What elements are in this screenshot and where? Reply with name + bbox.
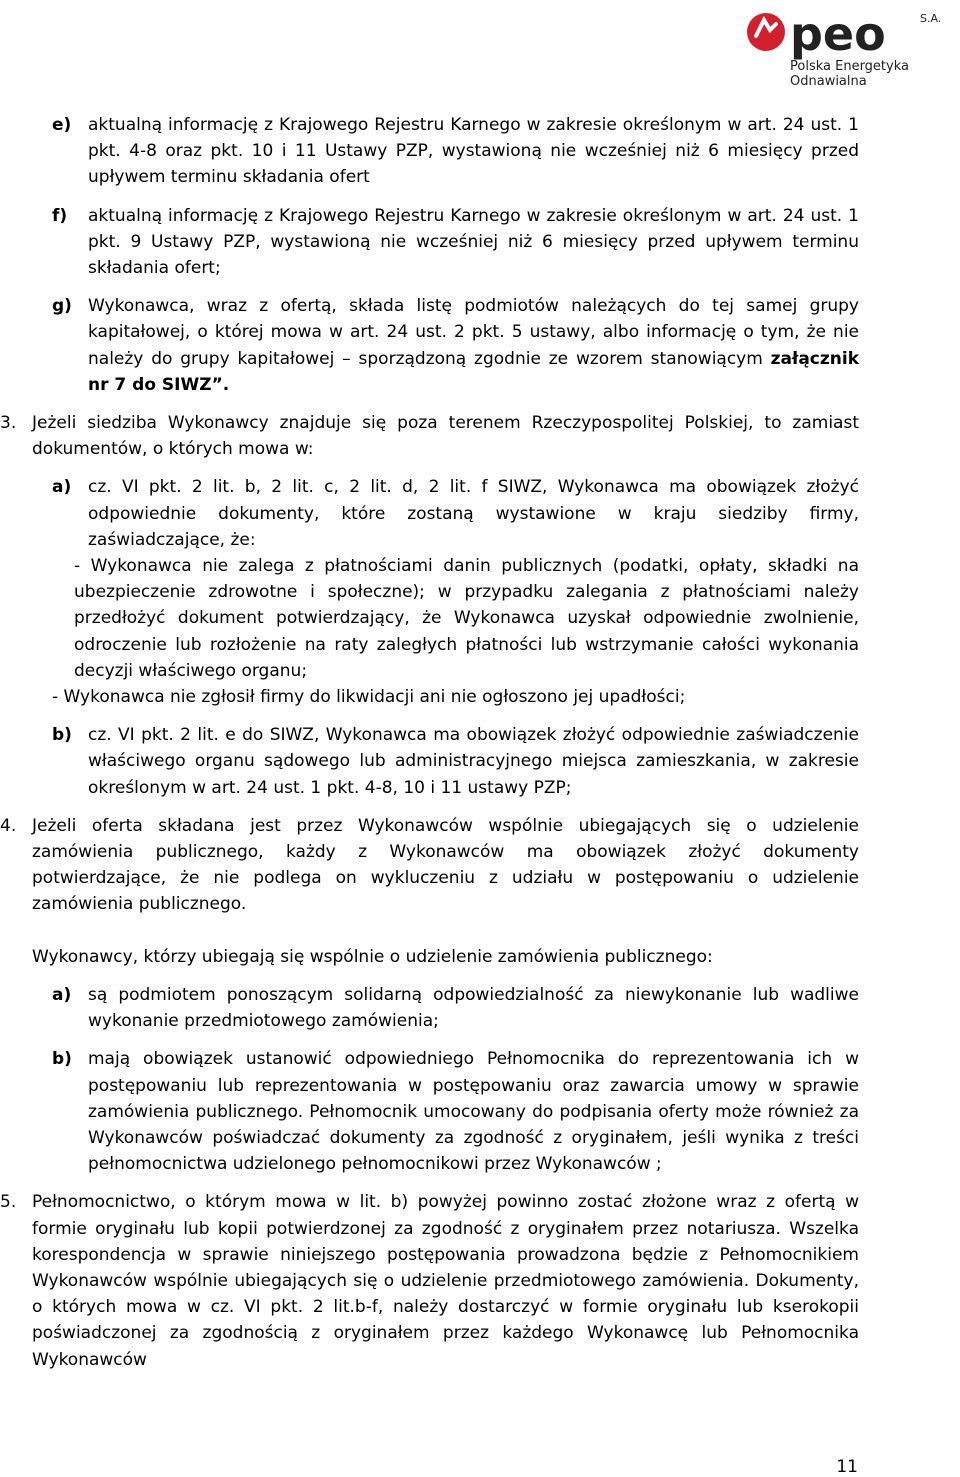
document-body — [0, 112, 859, 1373]
section-3-dash-1: - Wykonawca nie zalega z płatnościami danin publicznych (podatki, opłaty, składki na ubezpieczenie zdrowotne i społeczne); w przypadku zalegania z płatnościami należy przedłożyć dokument potwierdzający, że Wykonawca uzyskał odpowiednie zwolnienie, odroczenie lub rozłożenie na raty zaległych płatności lub wstrzymanie całości wykonania decyzji właściwego organu; — [74, 556, 859, 681]
section-4-intro: Wykonawcy, którzy ubiegają się wspólnie o udzielenie zamówienia publicznego: — [32, 946, 713, 967]
section-3-num: 3. — [0, 413, 17, 434]
item-e-text: aktualną informację z Krajowego Rejestru Karnego w zakresie określonym w art. 24 ust. 1 pkt. 4-8 oraz pkt. 10 i 11 Ustawy PZP, wystawioną nie wcześniej niż 6 miesięcy przed upływem terminu składania ofert — [88, 115, 859, 188]
section-4-b-label: b) — [52, 1049, 72, 1070]
item-f-text: aktualną informację z Krajowego Rejestru Karnego w zakresie określonym w art. 24 ust. 1 pkt. 9 Ustawy PZP, wystawioną nie wcześniej niż 6 miesięcy przed upływem terminu składania ofert; — [88, 205, 859, 279]
section-4-a-text: są podmiotem ponoszącym solidarną odpowiedzialność za niewykonanie lub wadliwe wykonanie przedmiotowego zamówienia; — [88, 984, 859, 1032]
logo-brand: peo — [790, 7, 886, 61]
section-3-a — [32, 474, 859, 553]
item-e — [32, 112, 859, 191]
section-4-text: Jeżeli oferta składana jest przez Wykonawców wspólnie ubiegających się o udzielenie zamówienia publicznego, każdy z Wykonawców ma obowiązek złożyć dokumenty potwierdzające, że nie podlega on wykluczeniu z udziału w postępowaniu o udzielenie zamówienia publicznego. — [32, 815, 859, 915]
section-3-b-label: b) — [52, 725, 72, 746]
section-3-a-label: a) — [52, 477, 72, 498]
section-4-a — [32, 982, 859, 1034]
section-3 — [0, 410, 859, 462]
item-g-label: g) — [52, 296, 72, 317]
section-4-b-text: mają obowiązek ustanowić odpowiedniego Pełnomocnika do reprezentowania ich w postępowaniu lub reprezentowania w postępowaniu oraz zawarcia umowy w sprawie zamówienia publicznego. Pełnomocnik umocowany do podpisania oferty może również za Wykonawców poświadczać dokumenty za zgodność z oryginałem, jeśli wynika z treści pełnomocnictwa udzielonego pełnomocnikowi przez Wykonawców ; — [88, 1049, 859, 1175]
section-4-num: 4. — [0, 815, 17, 836]
section-4 — [0, 813, 859, 918]
logo-line1: Polska Energetyka — [790, 59, 909, 74]
item-e-label: e) — [52, 115, 72, 135]
logo-line2: Odnawialna — [790, 74, 867, 89]
section-3-b — [32, 722, 859, 801]
item-g — [32, 293, 859, 398]
logo-emblem-icon — [747, 13, 785, 51]
page-number: 11 — [836, 1457, 858, 1477]
section-4-b — [32, 1046, 859, 1177]
section-3-dash-2: - Wykonawca nie zgłosił firmy do likwidacji ani nie ogłoszono jej upadłości; — [52, 687, 686, 708]
section-5-num: 5. — [0, 1192, 17, 1213]
item-f — [32, 203, 859, 282]
section-5 — [0, 1189, 859, 1372]
section-3-text: Jeżeli siedziba Wykonawcy znajduje się poza terenem Rzeczypospolitej Polskiej, to zamiast dokumentów, o których mowa w: — [32, 413, 859, 460]
item-f-label: f) — [52, 205, 68, 226]
item-g-text: Wykonawca, wraz z ofertą, składa listę podmiotów należących do tej samej grupy kapitałowej, o której mowa w art. 24 ust. 2 pkt. 5 ustawy, albo informację o tym, że nie należy do grupy kapitałowej – sporządzoną zgodnie ze wzorem stanowiącym — [88, 296, 859, 369]
item-g-bold: załącznik nr 7 do SIWZ — [88, 348, 859, 395]
section-3-a-text: cz. VI pkt. 2 lit. b, 2 lit. c, 2 lit. d, 2 lit. f SIWZ, Wykonawca ma obowiązek złożyć odpowiednie dokumenty, które zostaną wystawione w kraju siedziby firmy, zaświadczające, że: — [88, 477, 859, 550]
company-logo — [744, 6, 954, 90]
section-3-b-text: cz. VI pkt. 2 lit. e do SIWZ, Wykonawca ma obowiązek złożyć odpowiednie zaświadczenie właściwego organu sądowego lub administracyjnego miejsca zamieszkania, w zakresie określonym w art. 24 ust. 1 pkt. 4-8, 10 i 11 ustawy PZP; — [88, 725, 859, 798]
section-5-text: Pełnomocnictwo, o którym mowa w lit. b) powyżej powinno zostać złożone wraz z ofertą w formie oryginału lub kopii potwierdzonej za zgodność z oryginałem przez notariusza. Wszelka korespondencja w sprawie niniejszego postępowania prowadzona będzie z Pełnomocnikiem Wykonawców wspólnie ubiegających się o udzielenie przedmiotowego zamówienia. Dokumenty, o których mowa w cz. VI pkt. 2 lit.b-f, należy dostarczyć w formie oryginału lub kserokopii poświadczonej za zgodnością z oryginałem przez każdego Wykonawcę lub Pełnomocnika Wykonawców — [32, 1192, 859, 1370]
logo-suffix: S.A. — [920, 12, 942, 25]
item-g-after: ”. — [211, 374, 230, 395]
section-4-a-label: a) — [52, 984, 72, 1005]
